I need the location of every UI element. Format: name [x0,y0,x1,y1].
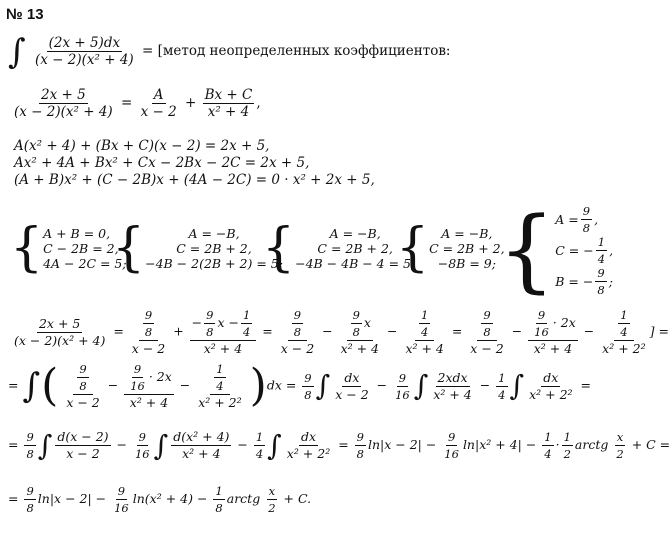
equation-3: (A + B)x² + (C − 2B)x + (4A − 2C) = 0 · x² + 2x + 5, [14,172,375,188]
solution-system: { A = $\frac{9}{8}$ , C = − $\frac{1}{4}$ , B = − $\frac{9}{8}$ ; [498,197,614,303]
system-3: { A = −B, C = 2B + 2, −4B − 4B − 4 = 5; [262,218,416,278]
system-2: { A = −B, C = 2B + 2, −4B − 2(2B + 2) = 5; [112,218,283,278]
integral-sign: ∫ [8,31,26,72]
step3-line: = $\frac{9}{8}$ ∫ $\frac{d(x - 2)}{x - 2}$ − $\frac{9}{16}$ ∫ $\frac{\text{d(x² + 4)}}{\text{x² + 4}}$ − $\frac{1}{4}$ ∫ $\frac{dx}{\text{x² + 2²}}$ = $\frac{9}{8}$ ln|x − 2| − $\frac{9}{16}$ ln|x² + 4| − $\frac{1}{4}$ · $\frac{1}{2}$ arctg $\frac{x}{2}$ + C = [8,428,670,462]
method-text: = [метод неопределенных коэффициентов: [142,43,451,59]
integrand-numerator: (2x + 5)dx [48,35,121,51]
system-4: { A = −B, C = 2B + 2, −8B = 9; [396,218,505,278]
equation-1: A(x² + 4) + (Bx + C)(x − 2) = 2x + 5, [14,138,270,154]
system-1: { A + B = 0, C − 2B = 2, 4A − 2C = 5; [10,218,127,278]
expansion-line: $\frac{2x + 5}{\text{(x − 2)(x² + 4)}}$ = $\frac{\frac{9}{8}}{x - 2}$ + − $\frac{9}{8}$ x − $\frac{1}{4}$ x² + 4 = $\frac{\frac{9}{8}}{x - 2}$ − $\frac{9}{8}$ x x² + 4 − $\frac{\frac{1}{4}}{\text{x² + 4}}$ = $\frac{\frac{9}{8}}{x - 2}$ − $\frac{9}{16}$ · 2x x² + 4 − $\frac{\frac{1}{4}}{\text{x² + 2²}}$ ] = [14,308,669,356]
equation-2: Ax² + 4A + Bx² + Cx − 2Bx − 2C = 2x + 5, [14,155,310,171]
partial-fraction-form: $\frac{2x + 5}{\text{(x − 2)(x² + 4)}}$ = $\frac{A}{x - 2}$ + $\frac{Bx + C}{\text{x² + 4}}$ , [14,87,261,120]
integral-statement [8,31,451,72]
integral-step-line: = ∫( $\frac{\frac{9}{8}}{x - 2}$ − $\frac{9}{16}$ · 2x x² + 4 − $\frac{\frac{1}{4}}{\text{x² + 2²}}$ )dx = $\frac{9}{8}$ ∫ $\frac{dx}{x - 2}$ − $\frac{9}{16}$ ∫ $\frac{\text{2xdx}}{\text{x² + 4}}$ − $\frac{1}{4}$ ∫ $\frac{dx}{\text{x² + 2²}}$ = [8,360,592,411]
integrand-denominator: (x − 2)(x² + 4) [35,52,134,68]
final-answer: = $\frac{9}{8}$ ln|x − 2| − $\frac{9}{16}$ ln(x² + 4) − $\frac{1}{8}$ arctg $\frac{x}{2}$ + C. [8,484,312,515]
problem-number: № 13 [6,6,44,23]
